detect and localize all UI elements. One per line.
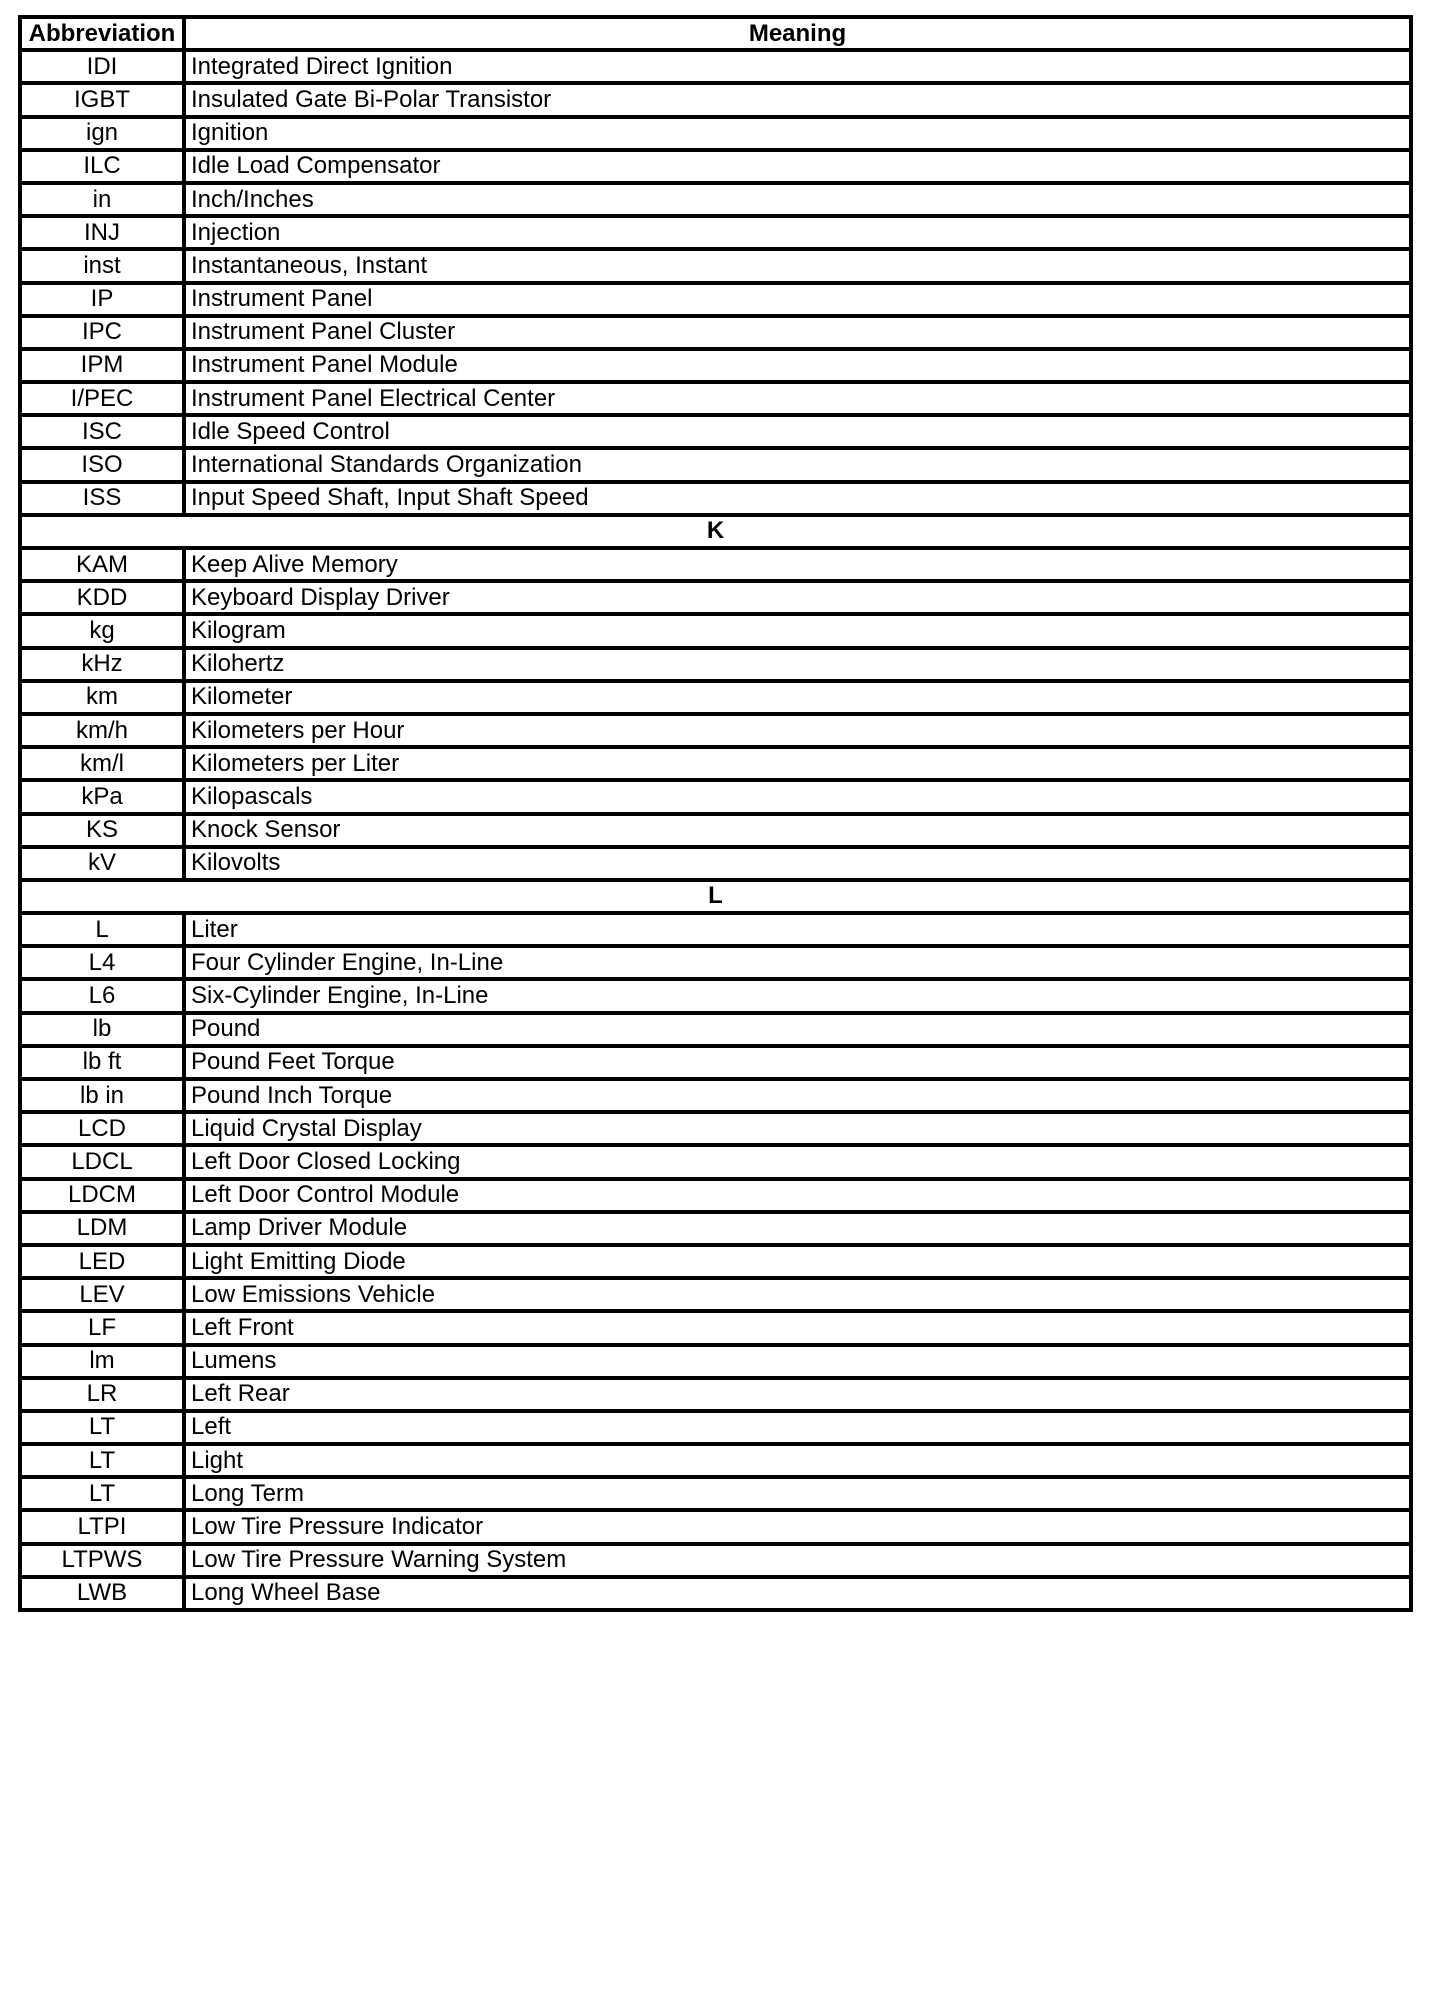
meaning-cell: Inch/Inches — [184, 183, 1411, 216]
table-row — [20, 581, 1411, 614]
abbreviation-cell: LDM — [20, 1212, 184, 1245]
abbreviation-cell: lb — [20, 1013, 184, 1046]
abbreviation-cell: lb in — [20, 1079, 184, 1112]
table-row — [20, 1145, 1411, 1178]
meaning-cell: Kilovolts — [184, 847, 1411, 880]
table-row — [20, 1079, 1411, 1112]
table-row — [20, 1013, 1411, 1046]
meaning-cell: Light Emitting Diode — [184, 1245, 1411, 1278]
abbreviation-cell: L — [20, 913, 184, 946]
meaning-cell: Lumens — [184, 1345, 1411, 1378]
table-row — [20, 847, 1411, 880]
table-row — [20, 1577, 1411, 1610]
table-row — [20, 382, 1411, 415]
abbreviation-cell: in — [20, 183, 184, 216]
meaning-cell: Long Term — [184, 1477, 1411, 1510]
meaning-cell: Instrument Panel Cluster — [184, 316, 1411, 349]
table-row — [20, 747, 1411, 780]
table-row — [20, 1245, 1411, 1278]
meaning-cell: Idle Load Compensator — [184, 150, 1411, 183]
section-heading: L — [20, 880, 1411, 913]
abbreviation-cell: I/PEC — [20, 382, 184, 415]
meaning-cell: Kilometers per Hour — [184, 714, 1411, 747]
meaning-cell: Low Tire Pressure Warning System — [184, 1544, 1411, 1577]
table-row — [20, 117, 1411, 150]
table-row — [20, 448, 1411, 481]
abbreviation-cell: km/l — [20, 747, 184, 780]
table-row — [20, 83, 1411, 116]
table-row — [20, 1444, 1411, 1477]
table-row — [20, 249, 1411, 282]
table-row — [20, 1411, 1411, 1444]
abbreviation-cell: LT — [20, 1411, 184, 1444]
table-row — [20, 1378, 1411, 1411]
table-row — [20, 714, 1411, 747]
abbreviation-cell: L6 — [20, 979, 184, 1012]
meaning-cell: Long Wheel Base — [184, 1577, 1411, 1610]
abbreviation-cell: lm — [20, 1345, 184, 1378]
abbreviation-cell: LWB — [20, 1577, 184, 1610]
meaning-cell: Kilogram — [184, 614, 1411, 647]
abbreviation-cell: L4 — [20, 946, 184, 979]
abbreviation-cell: ILC — [20, 150, 184, 183]
table-row — [20, 1510, 1411, 1543]
abbreviation-cell: LT — [20, 1477, 184, 1510]
abbreviation-cell: INJ — [20, 216, 184, 249]
meaning-cell: Left — [184, 1411, 1411, 1444]
meaning-cell: Kilometers per Liter — [184, 747, 1411, 780]
meaning-cell: Keyboard Display Driver — [184, 581, 1411, 614]
table-row — [20, 1278, 1411, 1311]
abbreviation-cell: km/h — [20, 714, 184, 747]
table-row — [20, 814, 1411, 847]
table-row — [20, 1544, 1411, 1577]
table-row — [20, 316, 1411, 349]
meaning-cell: Liter — [184, 913, 1411, 946]
section-row — [20, 515, 1411, 548]
meaning-cell: Lamp Driver Module — [184, 1212, 1411, 1245]
table-row — [20, 780, 1411, 813]
meaning-cell: Pound Inch Torque — [184, 1079, 1411, 1112]
abbreviation-cell: lb ft — [20, 1046, 184, 1079]
abbreviation-cell: IDI — [20, 50, 184, 83]
abbreviation-cell: kHz — [20, 648, 184, 681]
meaning-cell: International Standards Organization — [184, 448, 1411, 481]
table-row — [20, 946, 1411, 979]
table-row — [20, 1212, 1411, 1245]
meaning-cell: Low Emissions Vehicle — [184, 1278, 1411, 1311]
abbreviation-cell: KS — [20, 814, 184, 847]
meaning-cell: Ignition — [184, 117, 1411, 150]
abbreviation-cell: LDCM — [20, 1179, 184, 1212]
meaning-cell: Left Door Closed Locking — [184, 1145, 1411, 1178]
table-row — [20, 1311, 1411, 1344]
abbreviation-cell: ign — [20, 117, 184, 150]
abbreviation-cell: ISS — [20, 482, 184, 515]
meaning-cell: Kilometer — [184, 681, 1411, 714]
abbreviation-cell: inst — [20, 249, 184, 282]
abbreviation-cell: IP — [20, 283, 184, 316]
meaning-cell: Instrument Panel Module — [184, 349, 1411, 382]
meaning-cell: Liquid Crystal Display — [184, 1112, 1411, 1145]
table-row — [20, 415, 1411, 448]
table-body — [20, 50, 1411, 1610]
section-heading: K — [20, 515, 1411, 548]
meaning-cell: Instrument Panel — [184, 283, 1411, 316]
meaning-cell: Light — [184, 1444, 1411, 1477]
abbreviation-cell: kg — [20, 614, 184, 647]
abbreviation-cell: ISO — [20, 448, 184, 481]
meaning-cell: Low Tire Pressure Indicator — [184, 1510, 1411, 1543]
abbreviation-cell: IGBT — [20, 83, 184, 116]
abbreviation-cell: LEV — [20, 1278, 184, 1311]
meaning-cell: Integrated Direct Ignition — [184, 50, 1411, 83]
meaning-cell: Input Speed Shaft, Input Shaft Speed — [184, 482, 1411, 515]
abbreviation-cell: IPC — [20, 316, 184, 349]
table-row — [20, 1046, 1411, 1079]
header-meaning: Meaning — [184, 17, 1411, 50]
meaning-cell: Left Front — [184, 1311, 1411, 1344]
table-row — [20, 979, 1411, 1012]
meaning-cell: Kilohertz — [184, 648, 1411, 681]
meaning-cell: Pound — [184, 1013, 1411, 1046]
table-row — [20, 50, 1411, 83]
table-row — [20, 216, 1411, 249]
meaning-cell: Knock Sensor — [184, 814, 1411, 847]
meaning-cell: Idle Speed Control — [184, 415, 1411, 448]
meaning-cell: Six-Cylinder Engine, In-Line — [184, 979, 1411, 1012]
meaning-cell: Insulated Gate Bi-Polar Transistor — [184, 83, 1411, 116]
table-row — [20, 913, 1411, 946]
abbreviation-cell: LED — [20, 1245, 184, 1278]
table-row — [20, 548, 1411, 581]
table-row — [20, 183, 1411, 216]
abbreviation-cell: LTPWS — [20, 1544, 184, 1577]
abbreviation-cell: kPa — [20, 780, 184, 813]
table-row — [20, 1112, 1411, 1145]
abbreviation-cell: ISC — [20, 415, 184, 448]
meaning-cell: Left Door Control Module — [184, 1179, 1411, 1212]
table-row — [20, 1179, 1411, 1212]
abbreviation-cell: KDD — [20, 581, 184, 614]
table-row — [20, 150, 1411, 183]
table-row — [20, 349, 1411, 382]
meaning-cell: Left Rear — [184, 1378, 1411, 1411]
abbreviation-cell: LDCL — [20, 1145, 184, 1178]
abbreviation-cell: KAM — [20, 548, 184, 581]
meaning-cell: Kilopascals — [184, 780, 1411, 813]
meaning-cell: Pound Feet Torque — [184, 1046, 1411, 1079]
abbreviation-cell: kV — [20, 847, 184, 880]
meaning-cell: Instrument Panel Electrical Center — [184, 382, 1411, 415]
abbreviation-cell: LTPI — [20, 1510, 184, 1543]
table-row — [20, 283, 1411, 316]
abbreviation-cell: LR — [20, 1378, 184, 1411]
header-row — [20, 17, 1411, 50]
table-row — [20, 1477, 1411, 1510]
meaning-cell: Keep Alive Memory — [184, 548, 1411, 581]
table-row — [20, 1345, 1411, 1378]
abbreviation-cell: LCD — [20, 1112, 184, 1145]
abbreviation-table — [18, 15, 1413, 1612]
table-row — [20, 681, 1411, 714]
table-row — [20, 482, 1411, 515]
abbreviation-cell: km — [20, 681, 184, 714]
abbreviation-cell: LF — [20, 1311, 184, 1344]
header-abbreviation: Abbreviation — [20, 17, 184, 50]
meaning-cell: Four Cylinder Engine, In-Line — [184, 946, 1411, 979]
table-row — [20, 614, 1411, 647]
table-row — [20, 648, 1411, 681]
abbreviation-cell: LT — [20, 1444, 184, 1477]
section-row — [20, 880, 1411, 913]
meaning-cell: Instantaneous, Instant — [184, 249, 1411, 282]
meaning-cell: Injection — [184, 216, 1411, 249]
abbreviation-cell: IPM — [20, 349, 184, 382]
